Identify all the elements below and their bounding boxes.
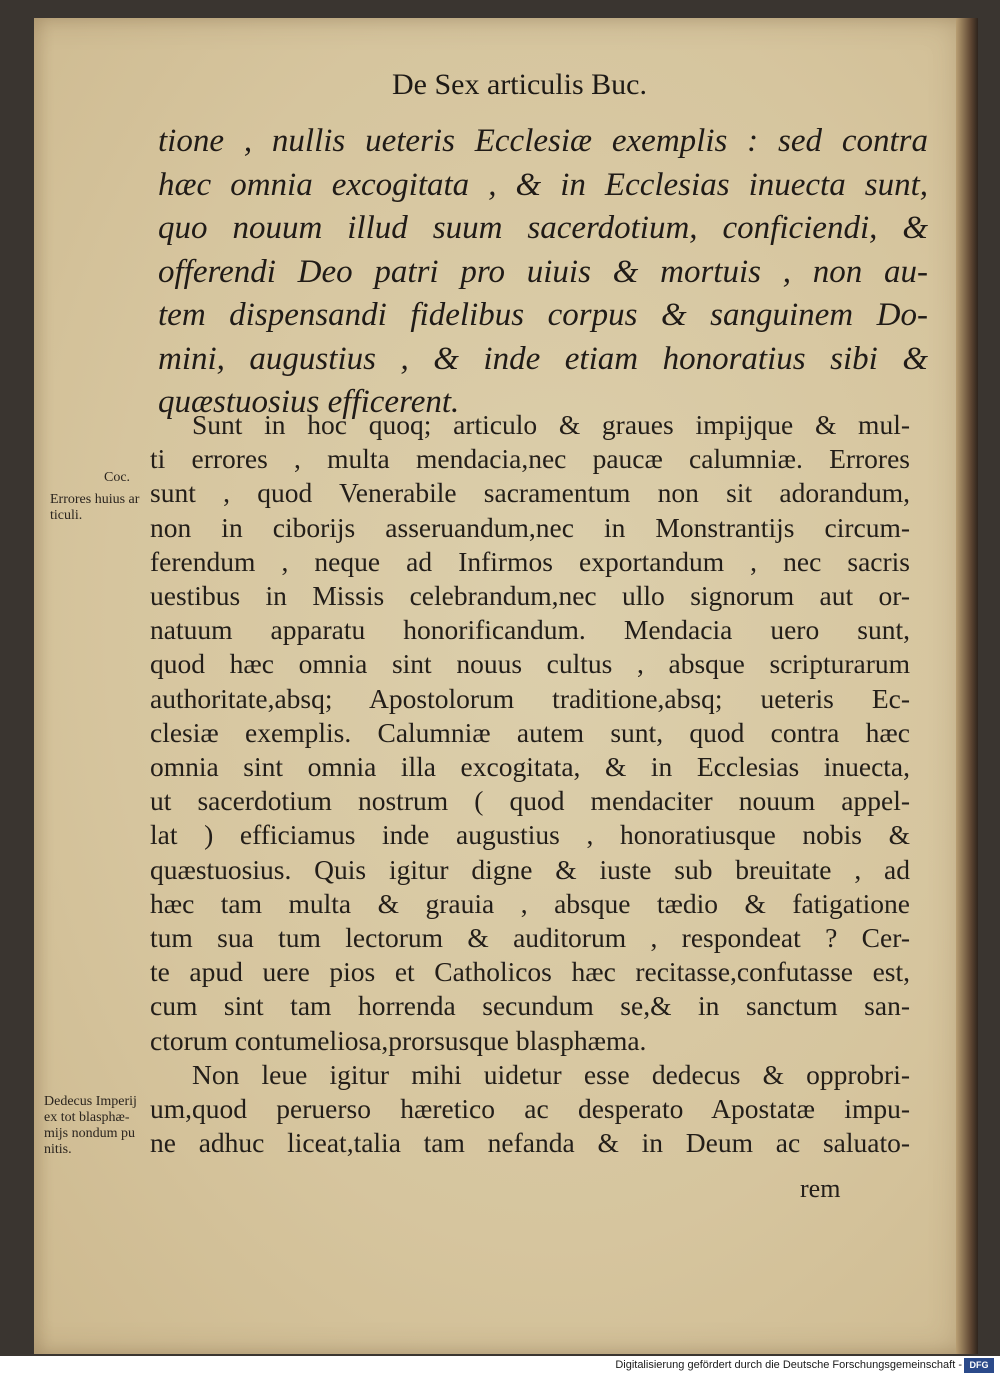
text-line: non in ciborijs asseruandum,nec in Monstrantijs circum- <box>150 511 910 543</box>
margin-note-errores: Errores huius ar ticuli. <box>50 492 140 523</box>
italic-paragraph <box>158 120 928 425</box>
digitization-credit: Digitalisierung gefördert durch die Deutsche Forschungsgemeinschaft - <box>615 1359 962 1371</box>
margin-note-coc: Coc. <box>104 470 131 485</box>
italic-line: tione , nullis ueteris Ecclesiæ exemplis : sed contra <box>158 123 928 159</box>
italic-line: quæstuosius efficerent. <box>158 384 460 420</box>
text-line: Non leue igitur mihi uidetur esse dedecus & opprobri- <box>192 1058 910 1090</box>
catchword: rem <box>800 1174 841 1203</box>
book-spine-shadow <box>956 18 978 1354</box>
text-line: sunt , quod Venerabile sacramentum non sit adorandum, <box>150 477 910 509</box>
text-line: ut sacerdotium nostrum ( quod mendaciter nouum appel- <box>150 785 910 817</box>
margin-note-dedecus: Dedecus Imperij ex tot blasphæ- mijs nondum pu nitis. <box>44 1094 137 1157</box>
text-line: quod hæc omnia sint nouus cultus , absque scripturarum <box>150 648 910 680</box>
italic-line: mini, augustius , & inde etiam honoratius sibi & <box>158 340 928 377</box>
text-line: ctorum contumeliosa,prorsusque blasphæma. <box>150 1024 647 1056</box>
italic-line: offerendi Deo patri pro uiuis & mortuis , non au- <box>158 253 928 290</box>
running-header: De Sex articulis Buc. <box>392 68 647 101</box>
text-line: ne adhuc liceat,talia tam nefanda & in Deum ac saluato- <box>150 1127 910 1159</box>
text-line: Sunt in hoc quoq; articulo & graues impijque & mul- <box>192 409 910 440</box>
text-line: quæstuosius. Quis igitur digne & iuste sub breuitate , ad <box>150 853 910 885</box>
text-line: uestibus in Missis celebrandum,nec ullo signorum aut or- <box>150 580 910 612</box>
text-line: natuum apparatu honorificandum. Mendacia uero sunt, <box>150 614 910 646</box>
dfg-logo-icon: DFG <box>964 1358 994 1373</box>
text-line: hæc tam multa & grauia , absque tædio & fatigatione <box>150 887 910 919</box>
text-line: um,quod peruerso hæretico ac desperato Apostatæ impu- <box>150 1093 910 1125</box>
text-line: cum sint tam horrenda secundum se,& in sanctum san- <box>150 990 910 1022</box>
text-line: ti errores , multa mendacia,nec paucæ calumniæ. Errores <box>150 443 910 475</box>
roman-paragraph <box>150 408 910 1160</box>
text-line: ferendum , neque ad Infirmos exportandum , nec sacris <box>150 545 910 577</box>
text-line: tum sua tum lectorum & auditorum , respondeat ? Cer- <box>150 922 910 954</box>
italic-line: hæc omnia excogitata , & in Ecclesias inuecta sunt, <box>158 166 928 203</box>
text-line: lat ) efficiamus inde augustius , honoratiusque nobis & <box>150 819 910 851</box>
text-line: te apud uere pios et Catholicos hæc recitasse,confutasse est, <box>150 956 910 988</box>
text-line: authoritate,absq; Apostolorum traditione,absq; ueteris Ec- <box>150 682 910 714</box>
italic-line: tem dispensandi fidelibus corpus & sanguinem Do- <box>158 297 928 333</box>
italic-line: quo nouum illud suum sacerdotium, conficiendi, & <box>158 210 928 246</box>
text-line: omnia sint omnia illa excogitata, & in Ecclesias inuecta, <box>150 751 910 783</box>
text-line: clesiæ exemplis. Calumniæ autem sunt, quod contra hæc <box>150 716 910 748</box>
